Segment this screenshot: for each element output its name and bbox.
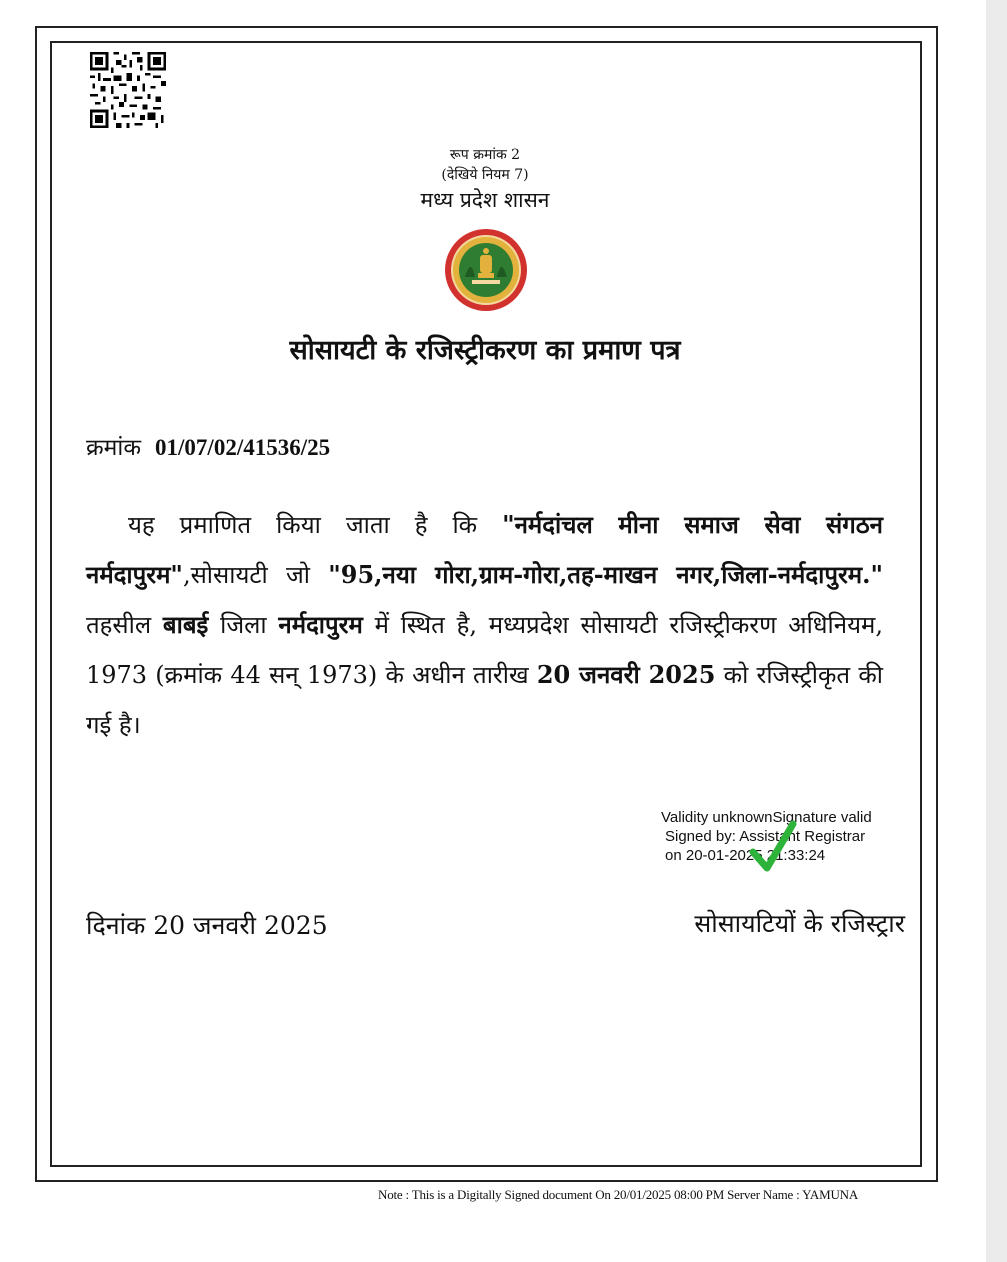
certificate-number-value: 01/07/02/41536/25 xyxy=(155,435,331,460)
government-name: मध्य प्रदेश शासन xyxy=(420,188,550,212)
district-name: नर्मदापुरम xyxy=(278,610,363,639)
signature-signed-on: on 20-01-2025 21:33:24 xyxy=(665,847,826,864)
qr-code xyxy=(90,52,166,128)
registrar-title: सोसायटियों के रजिस्ट्रार xyxy=(694,909,905,938)
signature-validity: Validity unknownSignature valid xyxy=(661,809,872,826)
body-text-2: ,सोसायटी जो xyxy=(182,561,329,589)
body-text-4: जिला xyxy=(208,611,279,639)
body-text-1: यह प्रमाणित किया जाता है कि xyxy=(128,511,503,539)
mp-government-emblem xyxy=(443,227,529,313)
signature-signed-by: Signed by: Assistant Registrar xyxy=(665,828,866,845)
certificate-number xyxy=(86,433,330,463)
registration-date: 20 जनवरी 2025 xyxy=(536,660,716,689)
society-name: "नर्मदांचल मीना समाज सेवा संगठन नर्मदापुरम" xyxy=(86,510,883,589)
form-number: रूप क्रमांक 2 xyxy=(449,147,521,163)
society-address: "95,नया गोरा,ग्राम-गोरा,तह-माखन नगर,जिला-नर्मदापुरम." xyxy=(328,560,883,589)
digital-signature-note: Note : This is a Digitally Signed document On 20/01/2025 08:00 PM Server Name : YAMUNA xyxy=(378,1187,859,1202)
rule-reference: (देखिये नियम 7) xyxy=(441,167,529,183)
certificate-title: सोसायटी के रजिस्ट्रीकरण का प्रमाण पत्र xyxy=(289,335,681,366)
body-text-5: में स्थित है, मध्यप्रदेश सोसायटी रजिस्ट्रीकरण अधिनियम, 1973 (क्रमांक 44 सन् 1973) के अधीन तारीख xyxy=(86,611,883,689)
body-text-6: को रजिस्ट्रीकृत की गई है। xyxy=(86,661,883,739)
issue-date: दिनांक 20 जनवरी 2025 xyxy=(86,911,328,940)
tehsil-name: बाबई xyxy=(162,610,209,639)
certificate-body xyxy=(86,500,883,750)
page-gutter xyxy=(986,0,1007,1262)
certificate-number-label: क्रमांक xyxy=(86,435,142,461)
body-text-3: तहसील xyxy=(86,611,163,639)
signature-check-icon xyxy=(749,818,797,874)
